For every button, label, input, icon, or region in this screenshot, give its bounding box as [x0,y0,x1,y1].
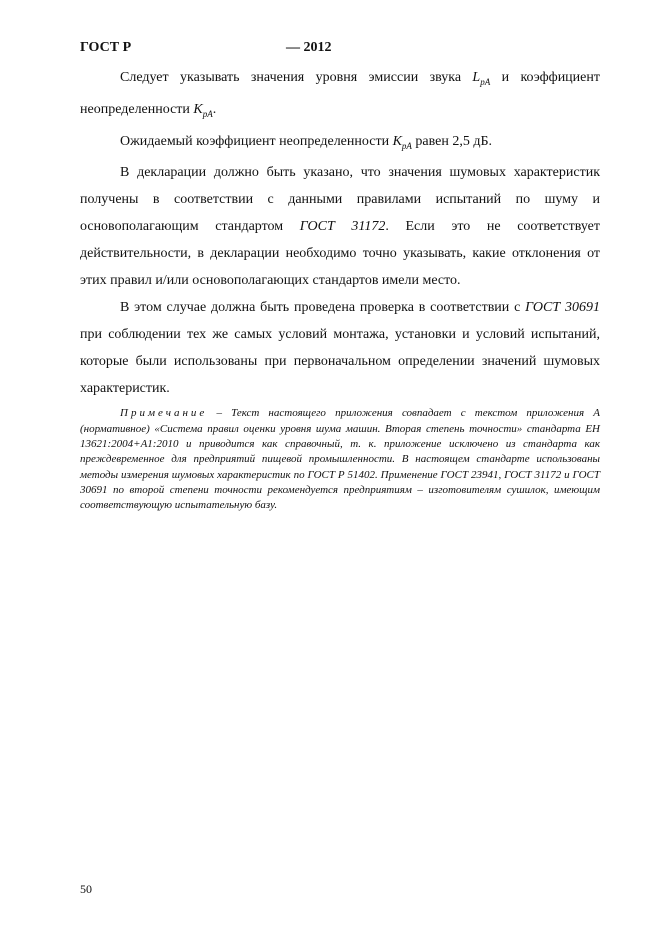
paragraph-declaration [80,159,600,294]
note-block [80,406,600,513]
paragraph-verification [80,294,600,402]
variable-lpa [472,70,490,85]
page-body [80,64,600,513]
p2-text-after: равен 2,5 дБ. [411,133,493,149]
header-year: — 2012 [286,40,332,55]
note-text: – Текст настоящего приложения совпадает с текстом приложения А (нормативное) «Система правил оценки уровня шума машин. Вторая степень точности» стандарта ЕН 13621:2004+А1:2010 и приводится как справочный, т. к. приложение исключено из стандарта как преждевременное для предприятий пищевой промышленности. В настоящем стандарте использованы методы измерения шумовых характеристик по ГОСТ Р 51402. Применение ГОСТ 23941, ГОСТ 31172 и ГОСТ 30691 по второй степени точности рекомендуется предприятиям – изготовителям сушилок, имеющим соответствующую испытательную базу. [80,407,600,512]
paragraph-emission-level [80,64,600,128]
variable-kpa-sub: pA [202,108,213,119]
variable-kpa [193,102,212,117]
p2-text-before: Ожидаемый коэффициент неопределенности [120,133,393,149]
variable-kpa-2 [393,134,412,149]
reference-gost-31172: ГОСТ 31172 [299,219,386,235]
p4-text-after: при соблюдении тех же самых условий монтажа, установки и условий испытаний, которые были использованы при первоначальном определении значений шумовых характеристик. [80,327,600,397]
note-label: Примечание [120,407,208,420]
variable-kpa-main: K [193,101,203,117]
p1-text-after: . [212,101,217,117]
page-number: 50 [80,882,92,896]
reference-gost-30691: ГОСТ 30691 [525,300,600,316]
variable-lpa-main: L [472,70,481,85]
page-header [80,40,600,60]
p3-text-after: . Если это не соответствует действительности, в декларации необходимо точно указывать, какие отклонения от этих правил и/или основополагающих стандартов имели место. [80,219,600,289]
variable-kpa-2-sub: pA [401,140,412,151]
p4-text-before: В этом случае должна быть проведена проверка в соответствии с [120,300,526,316]
p1-text-middle: и коэффициент неопределенности [80,70,600,117]
variable-lpa-sub: pA [480,76,491,87]
paragraph-expected-uncertainty [80,128,600,160]
header-standard-prefix: ГОСТ Р [80,40,132,55]
p3-text-before: В декларации должно быть указано, что значения шумовых характеристик получены в соответствии с данными правилами испытаний по шуму и основополагающим стандартом [80,165,600,235]
variable-kpa-2-main: K [392,133,402,149]
p1-text-before: Следует указывать значения уровня эмиссии звука [120,70,473,85]
